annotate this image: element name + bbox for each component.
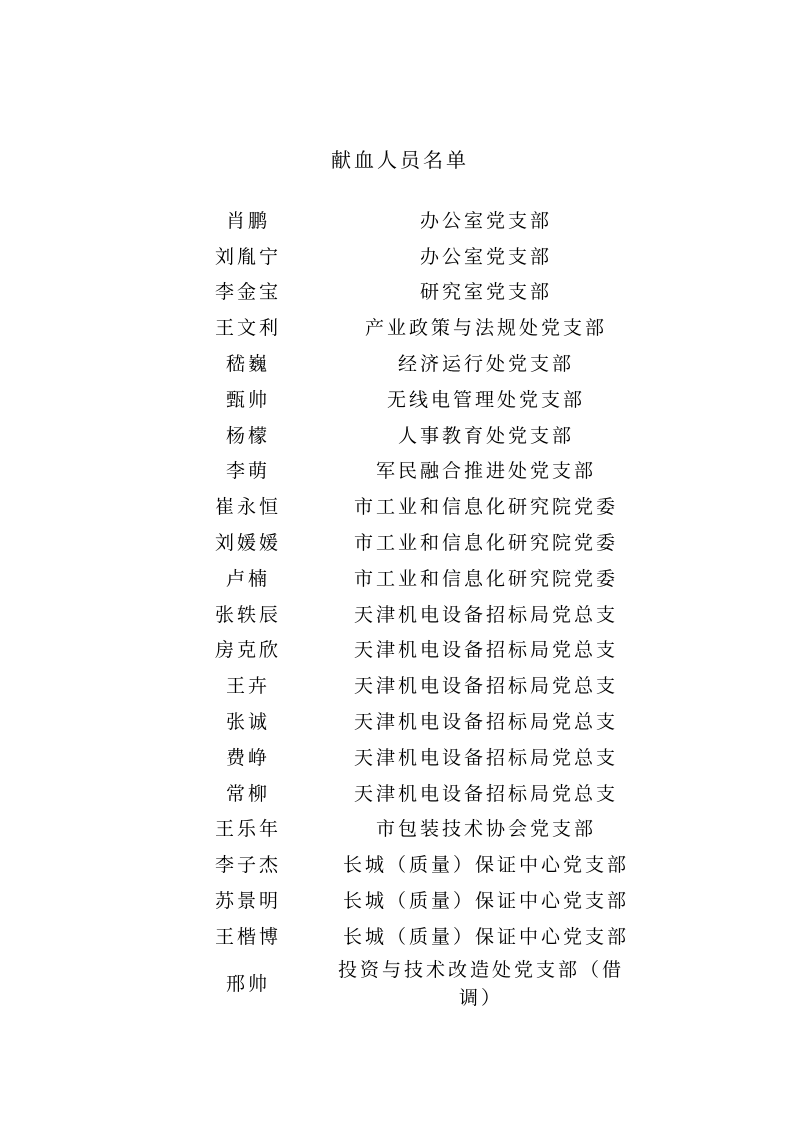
list-item [0,776,800,812]
donor-department: 市工业和信息化研究院党委 [353,567,618,590]
donor-name: 崔永恒 [214,496,281,519]
donor-department: 投资与技术改造处党支部（借调） [337,958,624,1009]
list-item [0,203,800,239]
donor-name: 张诚 [225,711,270,734]
donor-name: 常柳 [225,782,270,805]
list-item [0,740,800,776]
donor-department: 天津机电设备招标局党总支 [353,711,618,734]
list-item [0,239,800,275]
donor-department: 军民融合推进处党支部 [375,460,596,483]
donor-department: 天津机电设备招标局党总支 [353,675,618,698]
donor-name: 张轶辰 [214,603,281,626]
donor-name: 杨檬 [225,424,270,447]
donor-name: 王卉 [225,675,270,698]
donor-department: 市包装技术协会党支部 [375,818,596,841]
list-item [0,847,800,883]
page-title: 献血人员名单 [331,148,469,172]
list-item [0,633,800,669]
donor-list [0,203,800,1013]
list-item [0,668,800,704]
donor-name: 李子杰 [214,854,281,877]
list-item [0,561,800,597]
donor-department: 办公室党支部 [419,245,552,268]
donor-department: 长城（质量）保证中心党支部 [342,854,629,877]
donor-department: 天津机电设备招标局党总支 [353,639,618,662]
list-item [0,812,800,848]
donor-name: 费峥 [225,746,270,769]
list-item [0,704,800,740]
donor-name: 肖鹏 [225,209,270,232]
list-item [0,275,800,311]
donor-name: 房克欣 [214,639,281,662]
donor-department: 长城（质量）保证中心党支部 [342,890,629,913]
list-item [0,489,800,525]
donor-name: 李萌 [225,460,270,483]
donor-department: 天津机电设备招标局党总支 [353,782,618,805]
donor-name: 甄帅 [225,388,270,411]
donor-department: 办公室党支部 [419,209,552,232]
donor-department: 无线电管理处党支部 [386,388,585,411]
list-item [0,919,800,955]
donor-department: 人事教育处党支部 [397,424,574,447]
donor-department: 产业政策与法规处党支部 [364,317,607,340]
donor-department: 经济运行处党支部 [397,353,574,376]
donor-name: 邢帅 [225,972,270,995]
donor-name: 李金宝 [214,281,281,304]
donor-name: 苏景明 [214,890,281,913]
list-item [0,418,800,454]
donor-name: 王楷博 [214,925,281,948]
donor-department: 天津机电设备招标局党总支 [353,746,618,769]
list-item [0,454,800,490]
donor-department: 市工业和信息化研究院党委 [353,532,618,555]
donor-department: 研究室党支部 [419,281,552,304]
donor-name: 嵇巍 [225,353,270,376]
donor-department: 市工业和信息化研究院党委 [353,496,618,519]
list-item [0,525,800,561]
list-item [0,883,800,919]
list-item [0,346,800,382]
list-item [0,382,800,418]
donor-name: 王乐年 [214,818,281,841]
donor-name: 刘媛媛 [214,532,281,555]
donor-department: 天津机电设备招标局党总支 [353,603,618,626]
donor-name: 王文利 [214,317,281,340]
list-item [0,310,800,346]
donor-name: 刘胤宁 [214,245,281,268]
donor-name: 卢楠 [225,567,270,590]
list-item [0,955,800,1013]
list-item [0,597,800,633]
donor-department: 长城（质量）保证中心党支部 [342,925,629,948]
